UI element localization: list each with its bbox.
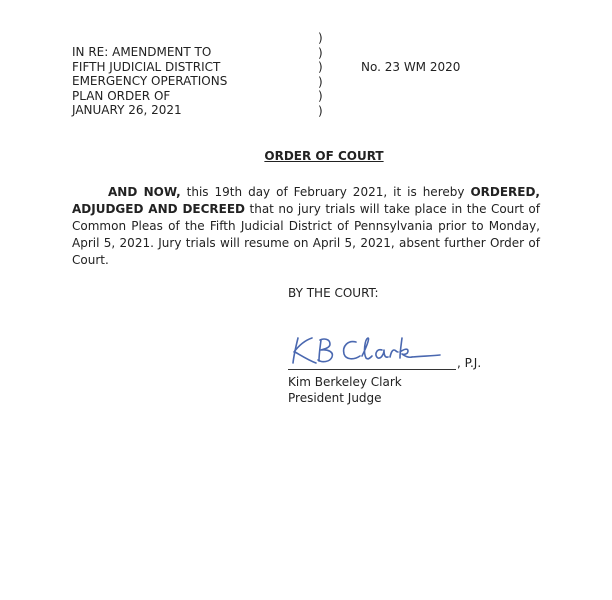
order-intro: AND NOW, [108,185,181,199]
signature-line [288,369,456,370]
caption-line: FIFTH JUDICIAL DISTRICT [72,59,221,74]
caption-line: EMERGENCY OPERATIONS [72,74,228,88]
by-the-court-label: BY THE COURT: [288,286,379,300]
docket-number: No. 23 WM 2020 [361,60,461,74]
caption-line: JANUARY 26, 2021 [72,103,182,117]
caption-parentheses [318,31,323,118]
caption-paren: ) [318,89,323,103]
pj-suffix: , P.J. [457,356,482,370]
order-heading: ORDER OF COURT [264,149,384,163]
order-text-2: that no jury trials will take place in the Court of Common Pleas of the Fifth Judicial District of Pennsylvania prior to Monday, April 5, 2021. Jury trials will resume on April 5, 2021, absent further Order of Court. [72,202,540,267]
caption-line: IN RE: AMENDMENT TO [72,45,212,59]
judge-title: President Judge [288,391,382,405]
caption-paren: ) [318,74,323,89]
case-caption [72,45,227,118]
order-body [72,184,540,269]
order-decree: ORDERED, ADJUDGED AND DECREED [72,185,540,216]
judge-name: Kim Berkeley Clark [288,375,402,389]
handwritten-signature [290,330,450,373]
order-text-1: this 19th day of February 2021, it is hereby [180,185,471,199]
caption-paren: ) [318,45,323,60]
caption-paren: ) [318,60,323,74]
caption-line: PLAN ORDER OF [72,88,171,103]
caption-paren: ) [318,103,323,118]
judge-identity [288,374,402,406]
caption-paren: ) [318,31,323,45]
signature-svg [290,330,450,370]
